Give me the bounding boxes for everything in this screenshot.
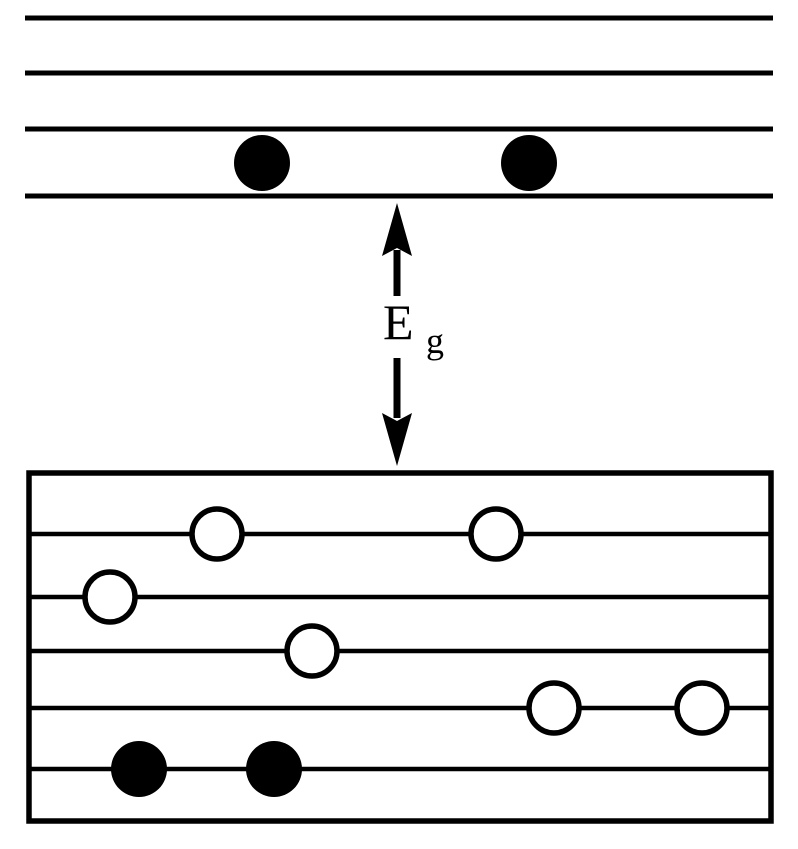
electron-dot <box>111 741 167 797</box>
electron-dot <box>234 135 290 191</box>
hole-circle <box>287 626 337 676</box>
hole-circle <box>471 509 521 559</box>
electron-dot <box>246 741 302 797</box>
gap-arrow-up-head <box>382 203 412 256</box>
hole-circle <box>192 509 242 559</box>
energy-gap-label-base: E <box>383 294 414 350</box>
energy-gap-label-subscript: g <box>426 321 445 361</box>
gap-arrow-down-head <box>382 413 412 466</box>
energy-gap-label <box>383 294 444 361</box>
electron-dot <box>501 135 557 191</box>
diagram-shapes-layer <box>25 18 773 821</box>
hole-circle <box>529 683 579 733</box>
hole-circle <box>85 572 135 622</box>
hole-circle <box>677 683 727 733</box>
